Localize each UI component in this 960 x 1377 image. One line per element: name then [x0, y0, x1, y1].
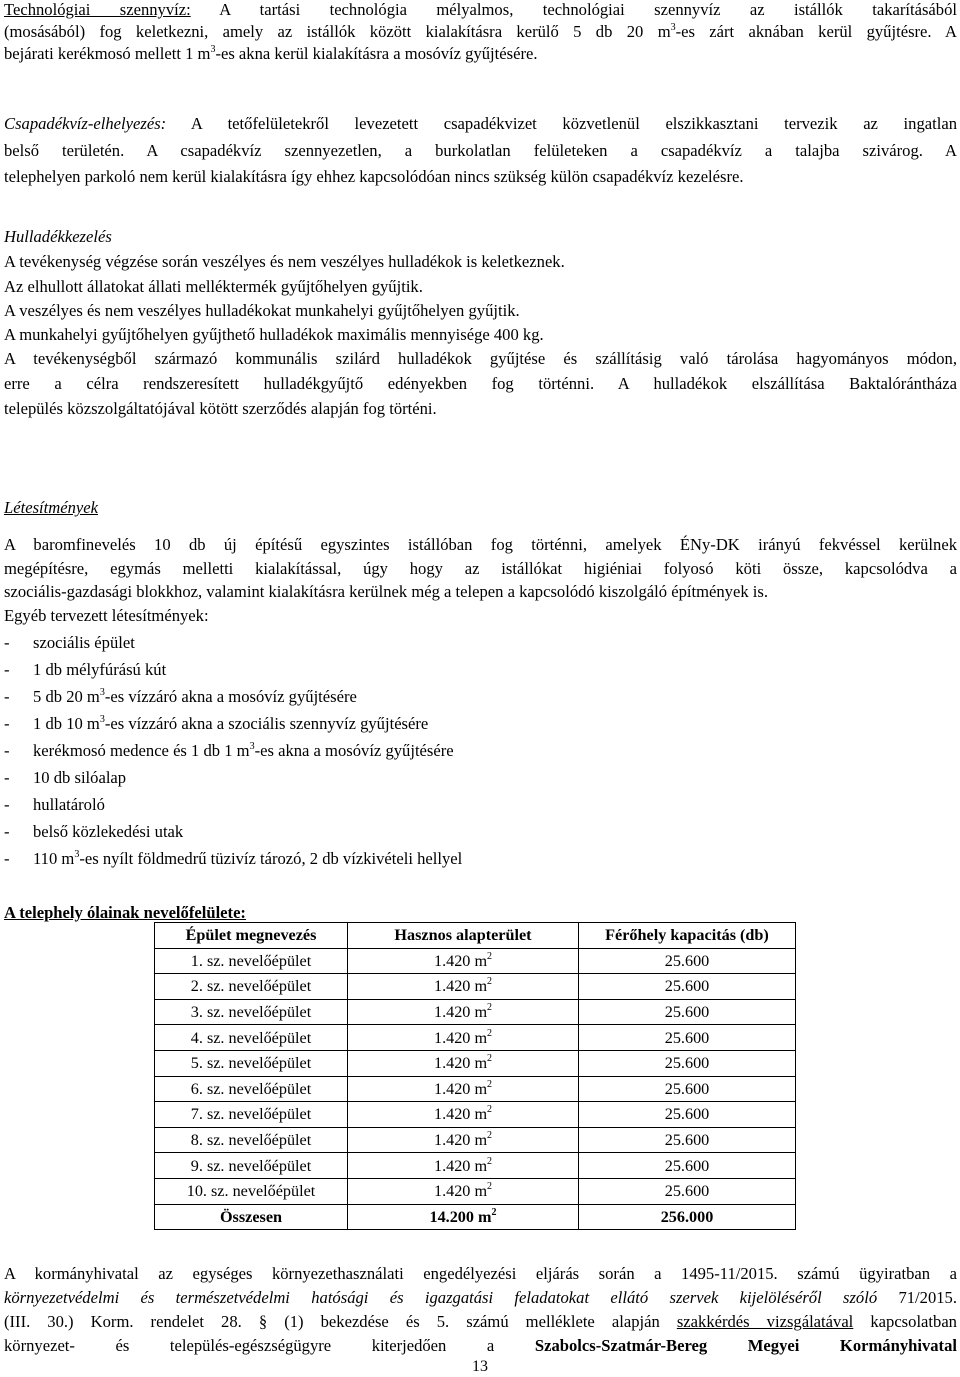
cell-capacity: 25.600 [579, 1076, 796, 1102]
facility-list-item: - kerékmosó medence és 1 db 1 $m^3-es$ akna a mosóvíz gyűjtésére [4, 741, 454, 760]
waste-line-4: A munkahelyi gyűjtőhelyen gyűjthető hulladékok maximális mennyisége 400 kg. [4, 325, 544, 344]
table-row [155, 1178, 796, 1204]
cell-area: 1.420 $m^2$ [348, 974, 579, 1000]
dash-bullet: - [4, 822, 10, 841]
header-building: Épület megnevezés [155, 923, 348, 949]
cell-capacity: 25.600 [579, 1178, 796, 1204]
table-row [155, 999, 796, 1025]
table-total-row [155, 1204, 796, 1230]
cell-building: 5. sz. nevelőépület [155, 1050, 348, 1076]
cell-area: 1.420 $m^2$ [348, 1102, 579, 1128]
cell-building: 4. sz. nevelőépület [155, 1025, 348, 1051]
waste-line-6: erre a célra rendszeresített hulladékgyűjtő edényekben fog történni. A hulladékok elszállítása Baktalórántháza [4, 374, 957, 393]
dash-bullet: - [4, 687, 10, 706]
facility-list-item: - 1 db 10 $m^3-es$ vízzáró akna a szociális szennyvíz gyűjtésére [4, 714, 429, 733]
table-row [155, 1025, 796, 1051]
cell-building: 3. sz. nevelőépület [155, 999, 348, 1025]
facility-list-item: - 110 $m^3-es$ nyílt földmedrű tüzivíz tározó, 2 db vízkivételi hellyel [4, 849, 463, 868]
cell-capacity: 25.600 [579, 948, 796, 974]
cell-building: 6. sz. nevelőépület [155, 1076, 348, 1102]
facility-list-item: - belső közlekedési utak [4, 822, 184, 841]
table-row [155, 1102, 796, 1128]
facilities-line-1: A baromfinevelés 10 db új építésű egyszintes istállóban fog történni, amelyek ÉNy-DK irányú fekvéssel kerülnek [4, 535, 957, 554]
cell-area: 14.200 $m^2$ [348, 1204, 579, 1230]
final-line-2: környezetvédelmi és természetvédelmi hatósági és igazgatási feladatokat ellátó szervek kijelöléséről szóló 71/2015. [4, 1288, 957, 1307]
table-title: A telephely ólainak nevelőfelülete: [4, 903, 246, 922]
table-row [155, 948, 796, 974]
cell-capacity: 25.600 [579, 1050, 796, 1076]
final-line-1: A kormányhivatal az egységes környezethasználati engedélyezési eljárás során a 1495-11/2015. számú ügyiratban a [4, 1264, 957, 1283]
facility-list-item: - hullatároló [4, 795, 105, 814]
facility-list-item: - szociális épület [4, 633, 135, 652]
cell-area: 1.420 $m^2$ [348, 1025, 579, 1051]
dash-bullet: - [4, 633, 10, 652]
waste-line-2: Az elhullott állatokat állati melléktermék gyűjtőhelyen gyűjtik. [4, 277, 423, 296]
cell-capacity: 25.600 [579, 999, 796, 1025]
waste-heading: Hulladékkezelés [4, 227, 112, 246]
rain-label: Csapadékvíz-elhelyezés: [4, 114, 167, 133]
waste-line-1: A tevékenység végzése során veszélyes és nem veszélyes hulladékok is keletkeznek. [4, 252, 565, 271]
tech-ww-line-2: (mosásából) fog keletkezni, amely az istállók között kialakításra kerülő 5 db 20 $m^3-es$ zárt aknában kerül gyűjtésre. A [4, 22, 957, 41]
cell-building: 9. sz. nevelőépület [155, 1153, 348, 1179]
cell-building: 1. sz. nevelőépület [155, 948, 348, 974]
table-row [155, 1076, 796, 1102]
rain-line-2: belső területén. A csapadékvíz szennyezetlen, a burkolatlan felületeken a csapadékvíz a talajba szivárog. A [4, 141, 957, 160]
rain-line-3: telephelyen parkoló nem kerül kialakításra így ehhez kapcsolódóan nincs szükség külön csapadékvíz kezelésre. [4, 167, 744, 186]
dash-bullet: - [4, 768, 10, 787]
dash-bullet: - [4, 795, 10, 814]
tech-ww-line-3: bejárati kerékmosó mellett 1 $m^3-es$ akna kerül kialakításra a mosóvíz gyűjtésére. [4, 44, 538, 63]
table-row [155, 1153, 796, 1179]
cell-building: 8. sz. nevelőépület [155, 1127, 348, 1153]
cell-area: 1.420 $m^2$ [348, 1050, 579, 1076]
cell-capacity: 25.600 [579, 974, 796, 1000]
waste-line-3: A veszélyes és nem veszélyes hulladékokat munkahelyi gyűjtőhelyen gyűjtik. [4, 301, 520, 320]
cell-capacity: 25.600 [579, 1025, 796, 1051]
cell-building: 2. sz. nevelőépület [155, 974, 348, 1000]
cell-capacity: 25.600 [579, 1127, 796, 1153]
cell-area: 1.420 $m^2$ [348, 1127, 579, 1153]
header-area: Hasznos alapterület [348, 923, 579, 949]
facility-list-item: - 5 db 20 $m^3-es$ vízzáró akna a mosóvíz gyűjtésére [4, 687, 357, 706]
cell-area: 1.420 $m^2$ [348, 1076, 579, 1102]
dash-bullet: - [4, 741, 10, 760]
cell-building: Összesen [155, 1204, 348, 1230]
cell-capacity: 256.000 [579, 1204, 796, 1230]
table-row [155, 1127, 796, 1153]
cell-capacity: 25.600 [579, 1102, 796, 1128]
tech-ww-line-1: Technológiai szennyvíz: A tartási technológia mélyalmos, technológiai szennyvíz az istállók takarításából [4, 0, 957, 19]
header-capacity: Férőhely kapacitás (db) [579, 923, 796, 949]
rain-line-1: Csapadékvíz-elhelyezés: A tetőfelületekről levezetett csapadékvizet közvetlenül elszikkasztani tervezik az ingatlan [4, 114, 957, 133]
facilities-line-2: megépítésre, egymás melletti kialakítással, úgy hogy az istállókat higiéniai folyosó köti össze, kapcsolódva a [4, 559, 957, 578]
dash-bullet: - [4, 714, 10, 733]
tech-ww-label: Technológiai szennyvíz: [4, 0, 191, 19]
waste-line-5: A tevékenységből származó kommunális szilárd hulladékok gyűjtése és szállításig való tárolása hagyományos módon, [4, 349, 957, 368]
facilities-line-3: szociális-gazdasági blokkhoz, valamint kialakításra kerülnek még a telepen a kapcsolódó kiszolgáló építmények is. [4, 582, 768, 601]
cell-building: 7. sz. nevelőépület [155, 1102, 348, 1128]
table-header-row [155, 923, 796, 949]
table-row [155, 974, 796, 1000]
facilities-heading: Létesítmények [4, 498, 98, 517]
dash-bullet: - [4, 849, 10, 868]
cell-building: 10. sz. nevelőépület [155, 1178, 348, 1204]
capacity-table [154, 922, 796, 1230]
facilities-other-label: Egyéb tervezett létesítmények: [4, 606, 209, 625]
final-line-4: környezet- és település-egészségügyre kiterjedően a Szabolcs-Szatmár-Bereg Megyei Kormányhivatal [4, 1336, 957, 1355]
cell-area: 1.420 $m^2$ [348, 999, 579, 1025]
cell-area: 1.420 $m^2$ [348, 1153, 579, 1179]
facility-list-item: - 1 db mélyfúrású kút [4, 660, 167, 679]
dash-bullet: - [4, 660, 10, 679]
cell-area: 1.420 $m^2$ [348, 948, 579, 974]
cell-capacity: 25.600 [579, 1153, 796, 1179]
page-number: 13 [472, 1358, 488, 1375]
cell-area: 1.420 $m^2$ [348, 1178, 579, 1204]
facility-list-item: - 10 db silóalap [4, 768, 127, 787]
final-line-3: (III. 30.) Korm. rendelet 28. § (1) bekezdése és 5. számú melléklete alapján szakkérdés vizsgálatával kapcsolatban [4, 1312, 957, 1331]
table-row [155, 1050, 796, 1076]
waste-line-7: település közszolgáltatójával kötött szerződés alapján fog történi. [4, 399, 437, 418]
